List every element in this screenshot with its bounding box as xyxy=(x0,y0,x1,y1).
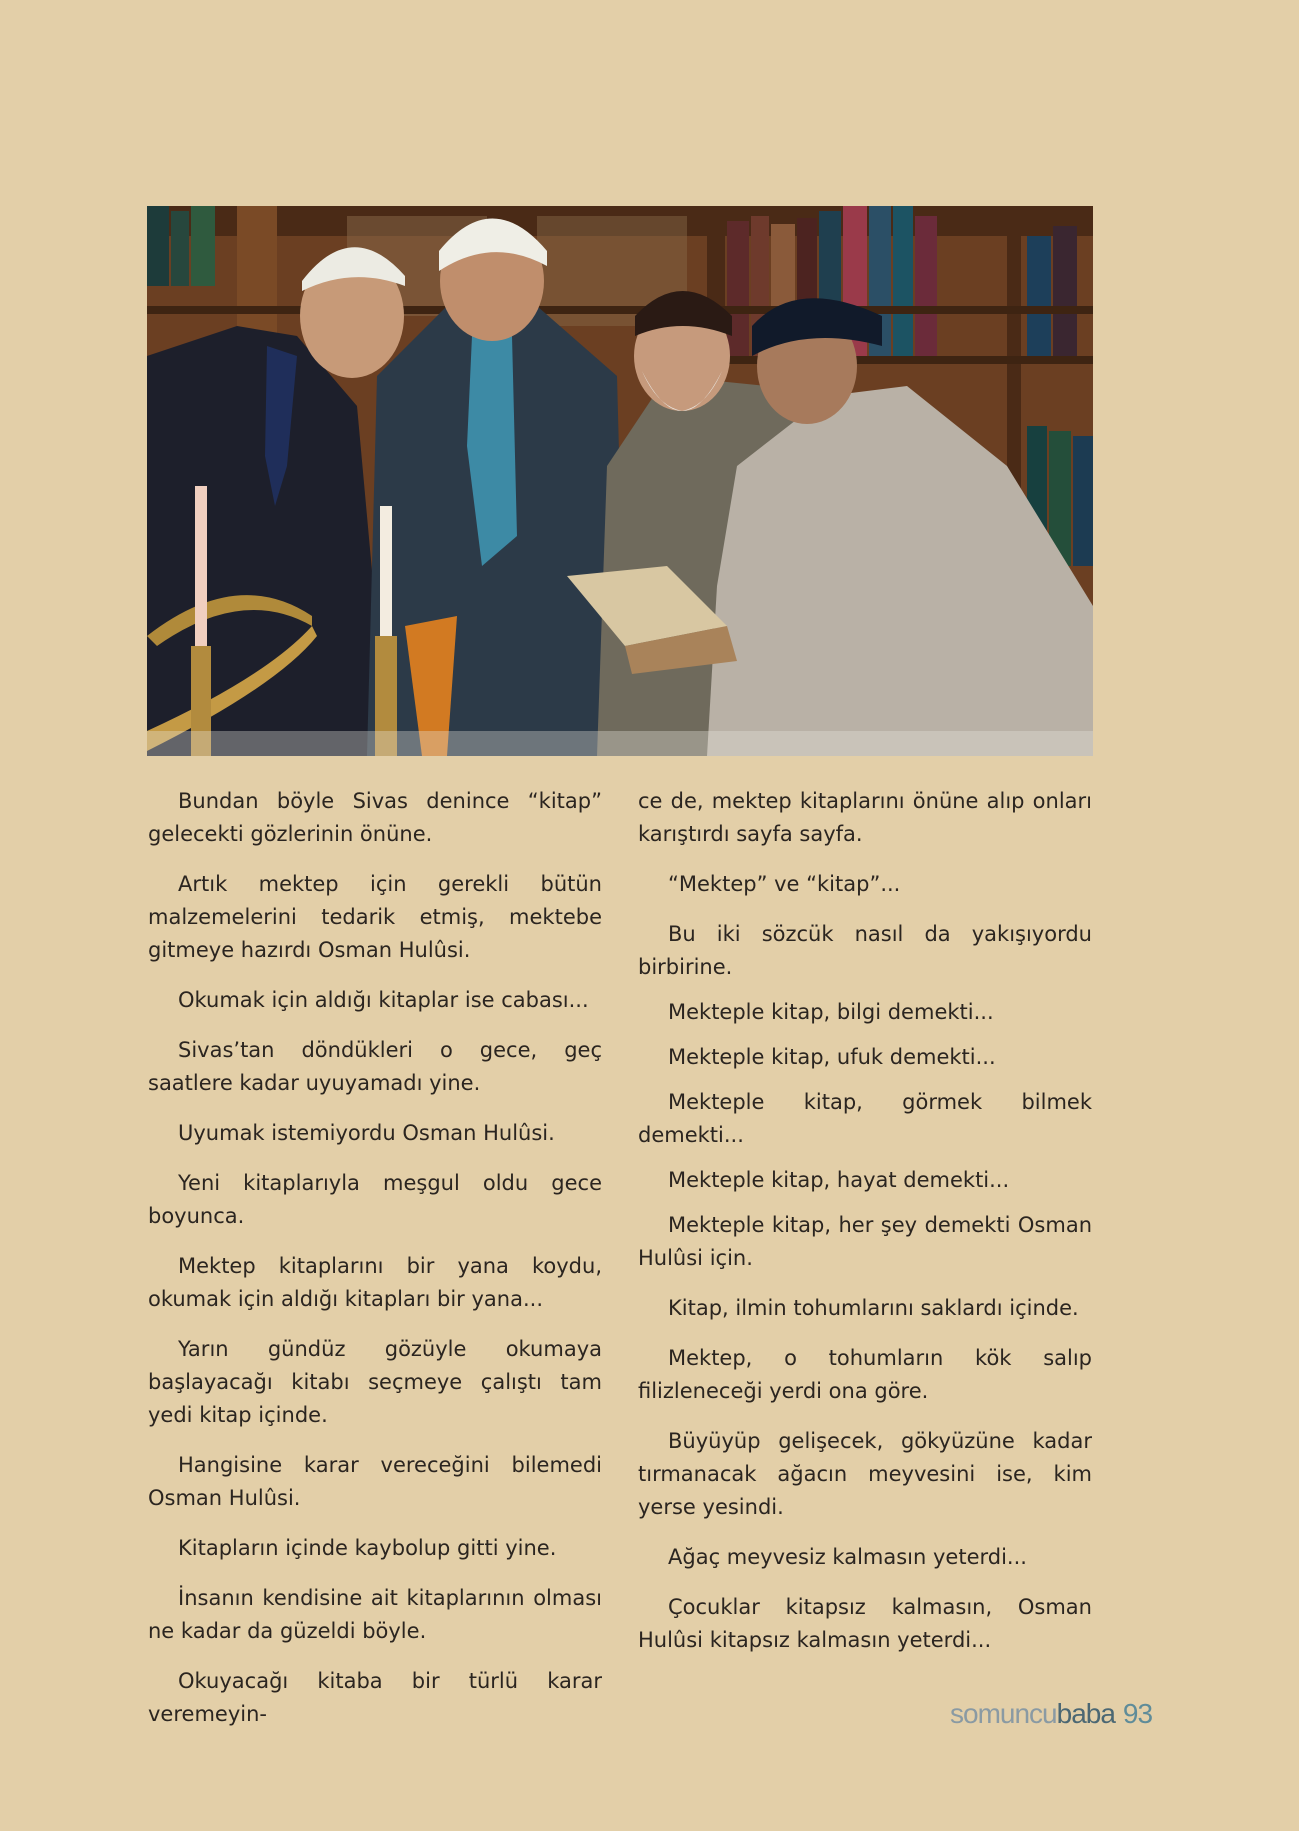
paragraph: Uyumak istemiyordu Osman Hulûsi. xyxy=(178,1121,555,1145)
paragraph: Mekteple kitap, hayat demekti... xyxy=(668,1168,1010,1192)
paragraph: Okumak için aldığı kitaplar ise cabası... xyxy=(178,988,589,1012)
paragraph: Yarın gündüz gözüyle okumaya başlayacağı kitabı seçmeye çalıştı tam yedi kitap içinde. xyxy=(148,1337,602,1427)
paragraph: Mekteple kitap, bilgi demekti... xyxy=(668,1000,994,1024)
paragraph-continued: ce de, mektep kitaplarını önüne alıp onları karıştırdı sayfa sayfa. xyxy=(638,789,1092,846)
paragraph: Kitap, ilmin tohumlarını saklardı içinde. xyxy=(668,1296,1079,1320)
magazine-name-part1: somuncu xyxy=(950,1698,1057,1729)
paragraph: Mektep kitaplarını bir yana koydu, okumak için aldığı kitapları bir yana... xyxy=(148,1254,602,1311)
paragraph: Artık mektep için gerekli bütün malzemelerini tedarik etmiş, mektebe gitmeye hazırdı Osman Hulûsi. xyxy=(148,872,602,962)
paragraph: Mekteple kitap, görmek bilmek demekti... xyxy=(638,1090,1092,1147)
text-column-right xyxy=(638,785,1092,1674)
page-number: 93 xyxy=(1122,1698,1153,1729)
paragraph: Mekteple kitap, ufuk demekti... xyxy=(668,1045,996,1069)
paragraph: Büyüyüp gelişecek, gökyüzüne kadar tırmanacak ağacın meyvesini ise, kim yerse yesindi. xyxy=(638,1429,1092,1519)
magazine-name-part2: baba xyxy=(1056,1698,1115,1729)
paragraph: Sivas’tan döndükleri o gece, geç saatlere kadar uyuyamadı yine. xyxy=(148,1038,602,1095)
paragraph: Bundan böyle Sivas denince “kitap” gelecekti gözlerinin önüne. xyxy=(148,789,602,846)
paragraph: “Mektep” ve “kitap”... xyxy=(668,872,901,896)
paragraph: Hangisine karar vereceğini bilemedi Osman Hulûsi. xyxy=(148,1453,602,1510)
paragraph: Mektep, o tohumların kök salıp filizleneceği yerdi ona göre. xyxy=(638,1346,1092,1403)
paragraph: Okuyacağı kitaba bir türlü karar veremeyin- xyxy=(148,1669,602,1726)
paragraph: İnsanın kendisine ait kitaplarının olması ne kadar da güzeldi böyle. xyxy=(148,1586,602,1643)
paragraph: Ağaç meyvesiz kalmasın yeterdi... xyxy=(668,1545,1027,1569)
paragraph: Yeni kitaplarıyla meşgul oldu gece boyunca. xyxy=(148,1171,602,1228)
paragraph: Mekteple kitap, her şey demekti Osman Hulûsi için. xyxy=(638,1213,1092,1270)
paragraph: Bu iki sözcük nasıl da yakışıyordu birbirine. xyxy=(638,922,1092,979)
paragraph: Kitapların içinde kaybolup gitti yine. xyxy=(178,1536,557,1560)
paragraph: Çocuklar kitapsız kalmasın, Osman Hulûsi kitapsız kalmasın yeterdi... xyxy=(638,1595,1092,1652)
text-column-left xyxy=(148,785,602,1748)
article-photo xyxy=(147,206,1093,756)
photo-illustration xyxy=(147,206,1093,756)
page-footer xyxy=(950,1698,1152,1730)
